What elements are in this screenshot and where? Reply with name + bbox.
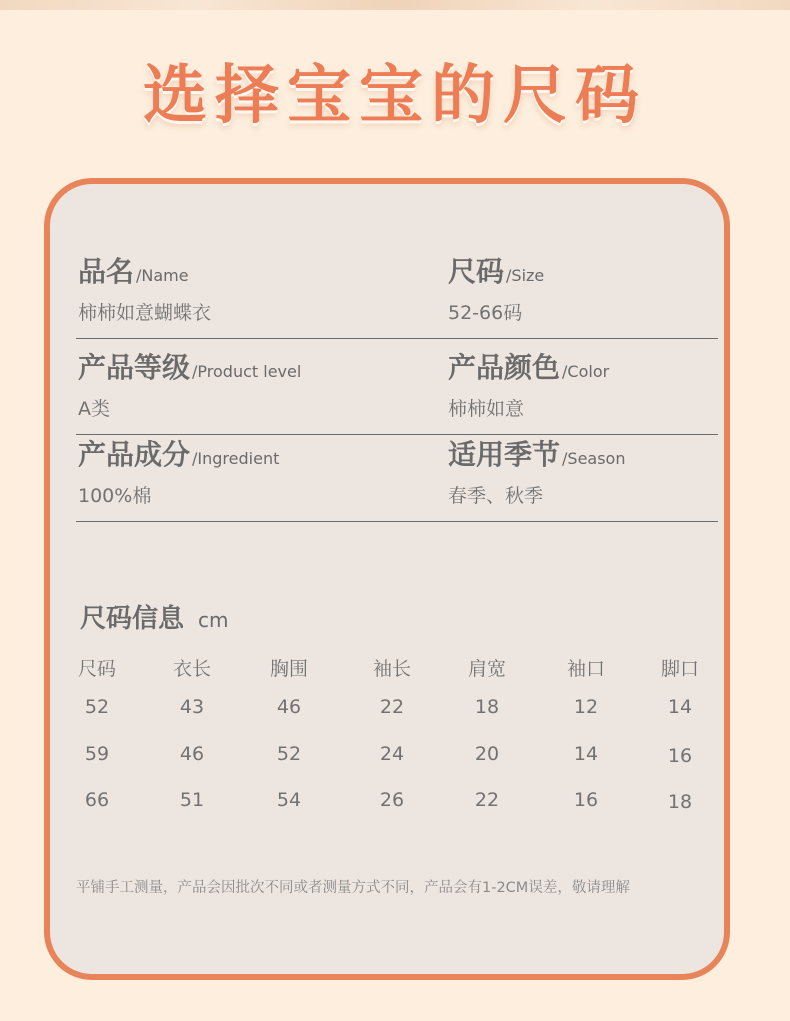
size-table-header: 脚口 bbox=[660, 658, 700, 680]
size-table-cell: 14 bbox=[573, 743, 599, 765]
info-cell-season bbox=[448, 433, 625, 508]
info-cell-name bbox=[78, 250, 211, 325]
info-cell-color bbox=[448, 346, 609, 421]
label-size-en: /Size bbox=[506, 266, 545, 285]
info-cell-ingredient bbox=[78, 433, 279, 508]
size-table-cell: 14 bbox=[667, 696, 693, 718]
label-color: 产品颜色 bbox=[448, 351, 561, 384]
label-level: 产品等级 bbox=[78, 351, 191, 384]
value-ingredient: 100%棉 bbox=[78, 485, 152, 507]
size-table-cell: 46 bbox=[276, 696, 302, 718]
info-cell-size bbox=[448, 250, 544, 325]
label-season-en: /Season bbox=[562, 449, 626, 468]
size-table-cell: 66 bbox=[84, 789, 110, 811]
size-table-header: 尺码 bbox=[77, 658, 117, 680]
size-table-cell: 22 bbox=[379, 696, 405, 718]
size-table-cell: 59 bbox=[84, 743, 110, 765]
size-table-header: 衣长 bbox=[172, 658, 212, 680]
decorative-top-band bbox=[0, 0, 790, 10]
measurement-note: 平铺手工测量，产品会因批次不同或者测量方式不同，产品会有1-2CM误差，敬请理解 bbox=[76, 880, 630, 896]
info-cell-level bbox=[78, 346, 301, 421]
size-table-cell: 16 bbox=[667, 745, 693, 767]
label-ingredient-en: /Ingredient bbox=[192, 449, 280, 468]
label-name-en: /Name bbox=[136, 266, 189, 285]
size-table-cell: 52 bbox=[84, 696, 110, 718]
size-table-cell: 18 bbox=[474, 696, 500, 718]
size-info-heading: 尺码信息 bbox=[80, 604, 185, 634]
size-table-cell: 20 bbox=[474, 743, 500, 765]
size-info-unit: cm bbox=[198, 608, 229, 632]
size-table-cell: 24 bbox=[379, 743, 405, 765]
size-table-cell: 43 bbox=[179, 696, 205, 718]
info-row-name-size bbox=[76, 250, 718, 339]
value-name: 柿柿如意蝴蝶衣 bbox=[78, 302, 212, 324]
label-ingredient: 产品成分 bbox=[78, 438, 191, 471]
page-title: 选择宝宝的尺码 bbox=[143, 59, 647, 133]
label-name: 品名 bbox=[78, 255, 135, 288]
info-row-ingredient-season bbox=[76, 433, 718, 522]
size-table-cell: 12 bbox=[573, 696, 599, 718]
size-table-cell: 46 bbox=[179, 743, 205, 765]
size-table-cell: 22 bbox=[474, 789, 500, 811]
label-level-en: /Product level bbox=[192, 362, 302, 381]
value-level: A类 bbox=[78, 398, 110, 420]
size-table-header: 肩宽 bbox=[467, 658, 507, 680]
size-table-cell: 16 bbox=[573, 789, 599, 811]
size-table-cell: 51 bbox=[179, 789, 205, 811]
value-color: 柿柿如意 bbox=[448, 398, 525, 420]
size-table-header: 袖长 bbox=[372, 658, 412, 680]
info-row-level-color bbox=[76, 346, 718, 435]
value-size: 52-66码 bbox=[448, 302, 523, 324]
size-table-cell: 18 bbox=[667, 791, 693, 813]
value-season: 春季、秋季 bbox=[448, 485, 544, 507]
label-color-en: /Color bbox=[562, 362, 610, 381]
size-table-cell: 52 bbox=[276, 743, 302, 765]
label-season: 适用季节 bbox=[448, 438, 561, 471]
size-table-cell: 26 bbox=[379, 789, 405, 811]
size-table-cell: 54 bbox=[276, 789, 302, 811]
size-info-title bbox=[80, 598, 229, 635]
size-table-header: 袖口 bbox=[566, 658, 606, 680]
label-size: 尺码 bbox=[448, 255, 505, 288]
size-table-header: 胸围 bbox=[269, 658, 309, 680]
